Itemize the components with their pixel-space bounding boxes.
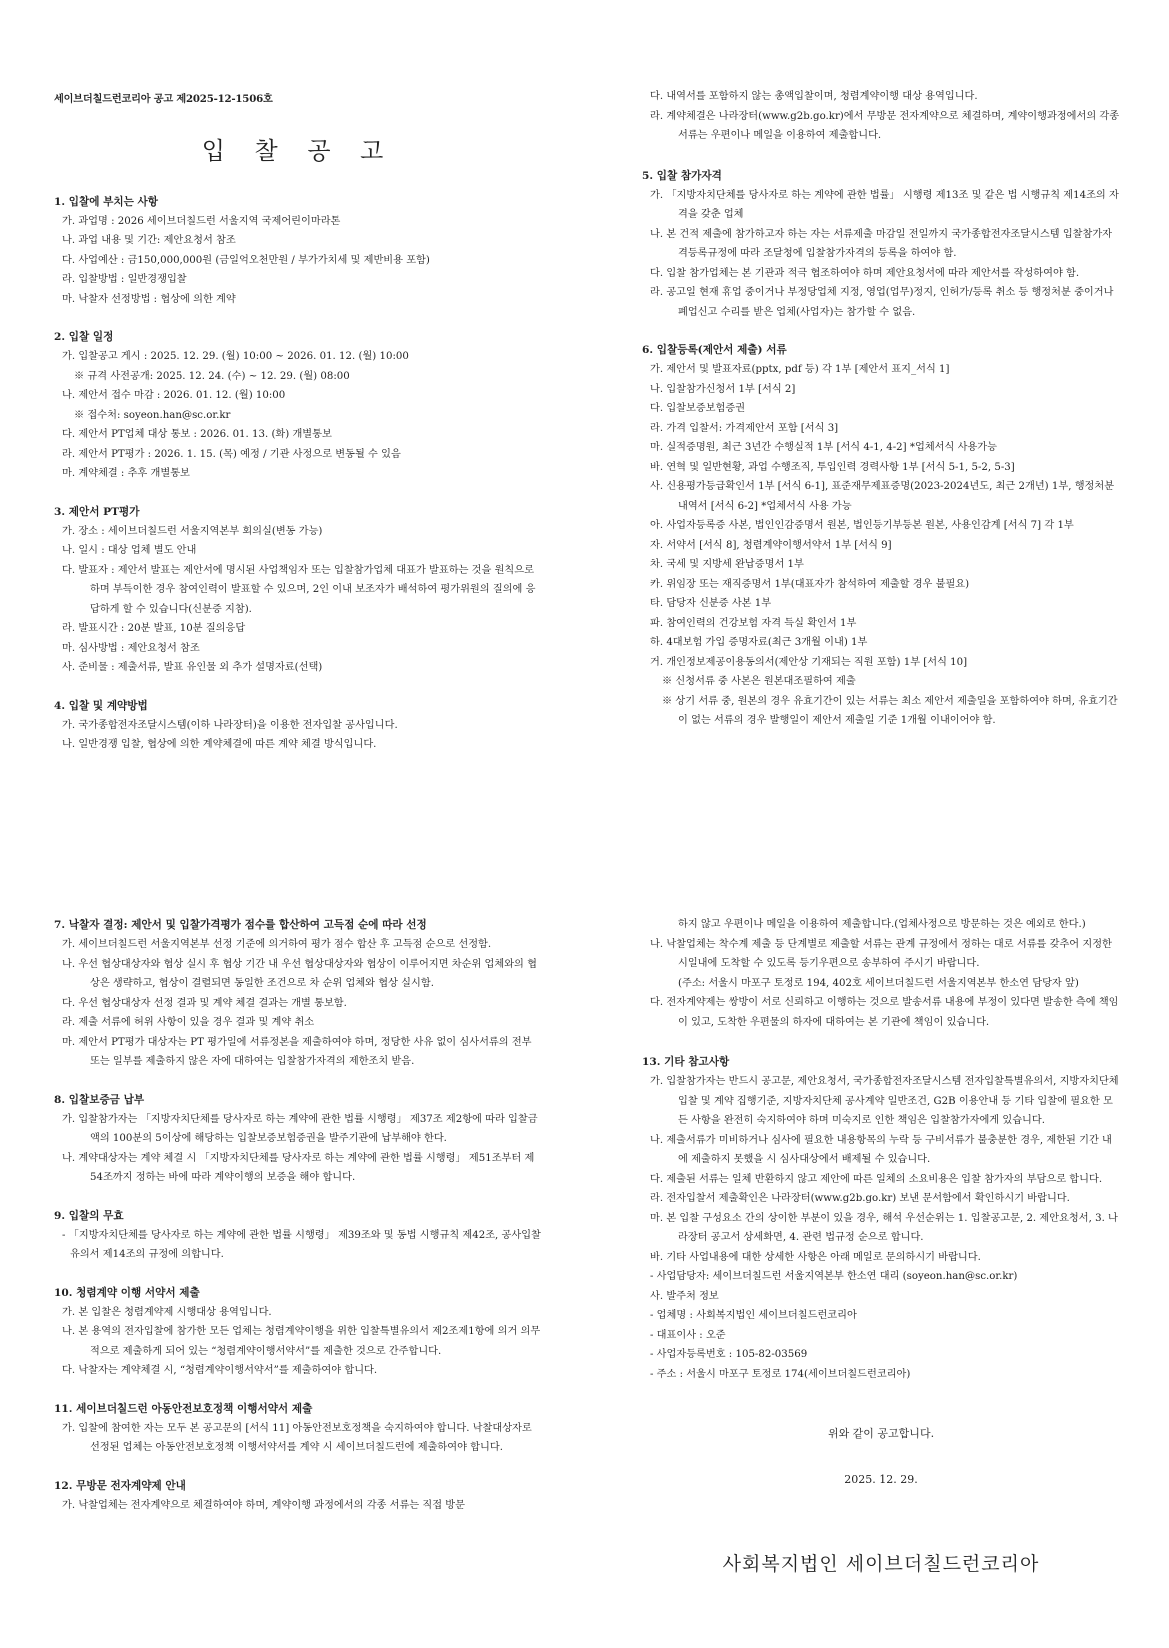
closing-statement: 위와 같이 공고합니다. bbox=[827, 1427, 935, 1440]
document-title: 입 찰 공 고 bbox=[201, 136, 395, 165]
list-item: 마. 낙찰자 선정방법 : 협상에 의한 계약 bbox=[62, 293, 236, 305]
list-item: - 「지방자치단체를 당사자로 하는 계약에 관한 법률 시행령」 제39조와 및 동법 시행규칙 제42조, 공사입찰유의서 제14조의 규정에 의합니다. bbox=[62, 1229, 541, 1260]
list-item: 가. 국가종합전자조달시스템(이하 나라장터)을 이용한 전자입찰 공사입니다. bbox=[62, 719, 398, 731]
list-item: 타. 담당자 신분증 사본 1부 bbox=[650, 598, 772, 609]
list-item: 가. 입찰참가자는 반드시 공고문, 제안요청서, 국가종합전자조달시스템 전자입찰특별유의서, 지방자치단체 입찰 및 계약 집행기준, 지방자치단체 공사계약 일반조건, G2B 이용안내 등 기타 입찰에 필요한 모든 사항을 완전히 숙지하여야 하며 미숙지로 인한 책임은 입찰참가자에게 있습니다. bbox=[650, 1076, 1119, 1126]
note-item: ※ 상기 서류 중, 원본의 경우 유효기간이 있는 서류는 최소 제안서 제출일을 포함하여야 하며, 유효기간이 없는 서류의 경우 발행일이 제안서 제출일 기준 1개월 이내이어야 함. bbox=[662, 695, 1118, 726]
sections bbox=[642, 1052, 1120, 1384]
list-item: 나. 본 용역의 전자입찰에 참가한 모든 업체는 청렴계약이행을 위한 입찰특별유의서 제2조제1항에 의거 의무적으로 제출하게 되어 있는 “청렴계약이행서약서”를 제출한 것으로 간주합니다. bbox=[62, 1326, 541, 1357]
list-item: 바. 연혁 및 일반현황, 과업 수행조직, 투입인력 경력사항 1부 [서식 5-1, 5-2, 5-3] bbox=[650, 461, 1015, 473]
paragraph: 라. 계약체결은 나라장터(www.g2b.go.kr)에서 무방문 전자계약으로 체결하며, 계약이행과정에서의 각종 서류는 우편이나 메일을 이용하여 제출합니다. bbox=[650, 110, 1120, 141]
list-item: 파. 참여인력의 건강보험 자격 득실 확인서 1부 bbox=[650, 617, 857, 629]
list-item: 사. 신용평가등급확인서 1부 [서식 6-1], 표준재무제표증명(2023-2024년도, 최근 2개년) 1부, 행정처분내역서 [서식 6-2] *업체서식 사용 가능 bbox=[650, 481, 1115, 512]
section bbox=[54, 1090, 542, 1188]
list-item: 다. 입찰보증보험증권 bbox=[650, 403, 746, 414]
issuing-organization: 사회복지법인 세이브더칠드런코리아 bbox=[722, 1553, 1040, 1575]
list-item: 다. 발표자 : 제안서 발표는 제안서에 명시된 사업책임자 또는 입찰참가업체 대표가 발표하는 것을 원칙으로 하며 부득이한 경우 참여인력이 발표할 수 있으며, 2인 이내 보조자가 배석하여 평가위원의 질의에 응답하게 할 수 있습니다(신분증 지참). bbox=[62, 564, 536, 615]
sections bbox=[642, 166, 1120, 731]
list-item: 가. 입찰참가자는 「지방자치단체를 당사자로 하는 계약에 관한 법률 시행령」 제37조 제2항에 따라 입찰금액의 100분의 5이상에 해당하는 입찰보증보험증권을 발주기관에 납부해야 한다. bbox=[62, 1113, 538, 1144]
list-item: 마. 심사방법 : 제안요청서 참조 bbox=[62, 642, 200, 654]
paragraph: 다. 내역서를 포함하지 않는 총액입찰이며, 청렴계약이행 대상 용역입니다. bbox=[650, 91, 978, 102]
section-heading: 9. 입찰의 무효 bbox=[54, 1209, 124, 1222]
section-heading: 13. 기타 참고사항 bbox=[642, 1056, 730, 1068]
list-item: 마. 실적증명원, 최근 3년간 수행실적 1부 [서식 4-1, 4-2] *업체서식 사용가능 bbox=[650, 442, 997, 453]
closing-block bbox=[642, 1424, 1120, 1578]
section-heading: 6. 입찰등록(제안서 제출) 서류 bbox=[642, 344, 787, 356]
section-heading: 3. 제안서 PT평가 bbox=[54, 505, 140, 518]
list-item: 라. 발표시간 : 20분 발표, 10분 질의응답 bbox=[62, 623, 246, 634]
list-item: 나. 일시 : 대상 업체 별도 안내 bbox=[62, 545, 197, 556]
list-item: 하. 4대보험 가입 증명자료(최근 3개월 이내) 1부 bbox=[650, 637, 868, 648]
list-item: 가. 본 입찰은 청렴계약제 시행대상 용역입니다. bbox=[62, 1306, 272, 1318]
list-item: 라. 제안서 PT평가 : 2026. 1. 15. (목) 예정 / 기관 사정으로 변동될 수 있음 bbox=[62, 448, 401, 460]
list-item: 아. 사업자등록증 사본, 법인인감증명서 원본, 법인등기부등본 원본, 사용인감계 [서식 7] 각 1부 bbox=[650, 520, 1074, 531]
left-column-top bbox=[54, 90, 542, 773]
list-item: 자. 서약서 [서식 8], 청렴계약이행서약서 1부 [서식 9] bbox=[650, 539, 892, 551]
section bbox=[54, 327, 542, 484]
closing-date: 2025. 12. 29. bbox=[844, 1473, 918, 1486]
sections bbox=[54, 915, 542, 1515]
list-item: 다. 우선 협상대상자 선정 결과 및 계약 체결 결과는 개별 통보함. bbox=[62, 997, 347, 1009]
left-column-bottom bbox=[54, 915, 542, 1533]
list-item: 다. 제안서 PT업체 대상 통보 : 2026. 01. 13. (화) 개별통보 bbox=[62, 429, 332, 440]
section bbox=[54, 1399, 542, 1458]
list-item: 마. 본 입찰 구성요소 간의 상이한 부분이 있을 경우, 해석 우선순위는 1. 입찰공고문, 2. 제안요청서, 3. 나라장터 공고서 상세화면, 4. 관련 법규정 순으로 합니다. bbox=[650, 1212, 1118, 1243]
section-heading: 10. 청렴계약 이행 서약서 제출 bbox=[54, 1286, 200, 1299]
section bbox=[642, 166, 1120, 323]
list-item: - 대표이사 : 오준 bbox=[650, 1329, 726, 1341]
section bbox=[54, 192, 542, 310]
section-heading: 2. 입찰 일정 bbox=[54, 331, 114, 343]
list-item: - 주소 : 서울시 마포구 토정로 174(세이브더칠드런코리아) bbox=[650, 1368, 911, 1380]
list-item: 다. 사업예산 : 금150,000,000원 (금일억오천만원 / 부가가치세 및 제반비용 포함) bbox=[62, 254, 430, 266]
paragraph: 하지 않고 우편이나 메일을 이용하여 제출합니다.(업체사정으로 방문하는 것은 예외로 한다.) bbox=[678, 919, 1086, 930]
list-item: 나. 제안서 접수 마감 : 2026. 01. 12. (월) 10:00 bbox=[62, 390, 286, 401]
section bbox=[54, 502, 542, 678]
notice-number: 세이브더칠드런코리아 공고 제2025-12-1506호 bbox=[54, 93, 273, 105]
list-item: 카. 위임장 또는 재직증명서 1부(대표자가 참석하여 제출할 경우 불필요) bbox=[650, 578, 970, 590]
note-item: ※ 접수처: soyeon.han@sc.or.kr bbox=[74, 409, 231, 421]
list-item: 가. 낙찰업체는 전자계약으로 체결하여야 하며, 계약이행 과정에서의 각종 서류는 직접 방문 bbox=[62, 1499, 465, 1511]
list-item: 가. 「지방자치단체를 당사자로 하는 계약에 관한 법률」 시행령 제13조 및 같은 법 시행규칙 제14조의 자격을 갖춘 업체 bbox=[650, 189, 1119, 220]
list-item: 가. 세이브더칠드런 서울지역본부 선정 기준에 의거하여 평가 점수 합산 후 고득점 순으로 선정함. bbox=[62, 939, 492, 950]
list-item: 나. 본 건적 제출에 참가하고자 하는 자는 서류제출 마감일 전일까지 국가종합전자조달시스템 입찰참가자격등록규정에 따라 조달청에 입찰참가자격의 등록을 하여야 함. bbox=[650, 228, 1113, 259]
paragraph: 다. 전자계약제는 쌍방이 서로 신뢰하고 이행하는 것으로 발송서류 내용에 부정이 있다면 발송한 측에 책임이 있고, 도착한 우편물의 하자에 대하여는 본 기관에 책임이 있습니다. bbox=[650, 997, 1119, 1028]
list-item: 사. 준비물 : 제출서류, 발표 유인물 외 추가 설명자료(선택) bbox=[62, 662, 323, 673]
section-heading: 7. 낙찰자 결정: 제안서 및 입찰가격평가 점수를 합산하여 고득점 순에 따라 선정 bbox=[54, 919, 427, 931]
lead-paragraphs bbox=[642, 87, 1120, 146]
section-heading: 8. 입찰보증금 납부 bbox=[54, 1093, 145, 1106]
list-item: 사. 발주처 정보 bbox=[650, 1290, 719, 1302]
list-item: 다. 제출된 서류는 일체 반환하지 않고 제안에 따른 일체의 소요비용은 입찰 참가자의 부담으로 합니다. bbox=[650, 1173, 1103, 1185]
list-item: 가. 과업명 : 2026 세이브더칠드런 서울지역 국제어린이마라톤 bbox=[62, 215, 341, 227]
list-item: 나. 일반경쟁 입찰, 협상에 의한 계약체결에 따른 계약 체결 방식입니다. bbox=[62, 739, 377, 750]
section-heading: 4. 입찰 및 계약방법 bbox=[54, 699, 148, 712]
list-item: 다. 입찰 참가업체는 본 기관과 적극 협조하여야 하며 제안요청서에 따라 제안서를 작성하여야 함. bbox=[650, 267, 1080, 279]
list-item: 거. 개인정보제공이용동의서(제안상 기재되는 직원 포함) 1부 [서식 10] bbox=[650, 656, 968, 668]
list-item: 가. 제안서 및 발표자료(pptx, pdf 등) 각 1부 [제안서 표지_서식 1] bbox=[650, 364, 950, 375]
paragraph: (주소: 서울시 마포구 토정로 194, 402호 세이브더칠드런 서울지역본부 한소연 담당자 앞) bbox=[678, 977, 1079, 989]
list-item: 라. 가격 입찰서: 가격제안서 포함 [서식 3] bbox=[650, 422, 839, 434]
section bbox=[54, 696, 542, 755]
section bbox=[54, 1476, 542, 1516]
list-item: 가. 입찰공고 게시 : 2025. 12. 29. (월) 10:00 ~ 2026. 01. 12. (월) 10:00 bbox=[62, 351, 409, 362]
section bbox=[642, 1052, 1120, 1384]
list-item: 나. 우선 협상대상자와 협상 실시 후 협상 기간 내 우선 협상대상자와 협상이 이루어지면 차순위 업체와의 협상은 생략하고, 협상이 결렬되면 동일한 조건으로 차 순위 업체와 협상 실시함. bbox=[62, 958, 537, 989]
list-item: 마. 제안서 PT평가 대상자는 PT 평가일에 서류정본을 제출하여야 하며, 정당한 사유 없이 심사서류의 전부 또는 일부를 제출하지 않은 자에 대하여는 입찰참가자격의 제한조치 받음. bbox=[62, 1036, 532, 1067]
right-column-top bbox=[642, 87, 1120, 749]
section bbox=[54, 1283, 542, 1381]
list-item: 나. 입찰참가신청서 1부 [서식 2] bbox=[650, 383, 796, 395]
section bbox=[54, 1206, 542, 1265]
section-heading: 5. 입찰 참가자격 bbox=[642, 169, 722, 182]
section-heading: 1. 입찰에 부치는 사항 bbox=[54, 195, 158, 208]
list-item: 나. 계약대상자는 계약 체결 시 「지방자치단체를 당사자로 하는 계약에 관한 법률 시행령」 제51조부터 제54조까지 정하는 바에 따라 계약이행의 보증을 해야 합니다. bbox=[62, 1152, 535, 1183]
list-item: - 사업자등록번호 : 105-82-03569 bbox=[650, 1349, 808, 1360]
lead-paragraphs bbox=[642, 915, 1120, 1032]
section bbox=[642, 340, 1120, 731]
right-column-bottom bbox=[642, 915, 1120, 1578]
list-item: 다. 낙찰자는 계약체결 시, “청렴계약이행서약서”를 제출하여야 합니다. bbox=[62, 1365, 378, 1376]
list-item: 라. 입찰방법 : 일반경쟁입찰 bbox=[62, 274, 187, 285]
section-heading: 12. 무방문 전자계약제 안내 bbox=[54, 1479, 186, 1492]
list-item: 가. 장소 : 세이브더칠드런 서울지역본부 회의실(변동 가능) bbox=[62, 525, 323, 537]
section-heading: 11. 세이브더칠드런 아동안전보호정책 이행서약서 제출 bbox=[54, 1402, 313, 1415]
list-item: - 사업담당자: 세이브더칠드런 서울지역본부 한소연 대리 (soyeon.han@sc.or.kr) bbox=[650, 1271, 1018, 1282]
list-item: 라. 전자입찰서 제출확인은 나라장터(www.g2b.go.kr) 보낸 문서함에서 확인하시기 바랍니다. bbox=[650, 1193, 1070, 1204]
list-item: 라. 제출 서류에 허위 사항이 있을 경우 결과 및 계약 취소 bbox=[62, 1017, 315, 1028]
list-item: 마. 계약체결 : 추후 개별통보 bbox=[62, 468, 190, 479]
paragraph: 나. 낙찰업체는 착수계 제출 등 단계별로 제출할 서류는 관계 규정에서 정하는 대로 서류를 갖추어 지정한 시일내에 도착할 수 있도록 등기우편으로 송부하여 주시기 바랍니다. bbox=[650, 938, 1112, 969]
list-item: - 업체명 : 사회복지법인 세이브더칠드런코리아 bbox=[650, 1310, 857, 1321]
list-item: 가. 입찰에 참여한 자는 모두 본 공고문의 [서식 11] 아동안전보호정책을 숙지하여야 합니다. 낙찰대상자로 선정된 업체는 아동안전보호정책 이행서약서를 계약 시 세이브더칠드런에 제출하여야 합니다. bbox=[62, 1422, 532, 1453]
list-item: 나. 과업 내용 및 기간: 제안요청서 참조 bbox=[62, 235, 236, 246]
sections bbox=[54, 192, 542, 755]
note-item: ※ 규격 사전공개: 2025. 12. 24. (수) ~ 12. 29. (월) 08:00 bbox=[74, 370, 350, 382]
list-item: 나. 제출서류가 미비하거나 심사에 필요한 내용항목의 누락 등 구비서류가 불충분한 경우, 제한된 기간 내에 제출하지 못했을 시 심사대상에서 배제될 수 있습니다. bbox=[650, 1134, 1112, 1165]
section bbox=[54, 915, 542, 1072]
note-item: ※ 신청서류 중 사본은 원본대조필하여 제출 bbox=[662, 676, 856, 687]
list-item: 차. 국세 및 지방세 완납증명서 1부 bbox=[650, 559, 804, 570]
list-item: 라. 공고일 현재 휴업 중이거나 부정당업체 지정, 영업(업무)정지, 인허가/등록 취소 등 행정처분 중이거나 폐업신고 수리를 받은 업체(사업자)는 참가할 수 없음. bbox=[650, 287, 1114, 318]
list-item: 바. 기타 사업내용에 대한 상세한 사항은 아래 메일로 문의하시기 바랍니다. bbox=[650, 1251, 981, 1263]
